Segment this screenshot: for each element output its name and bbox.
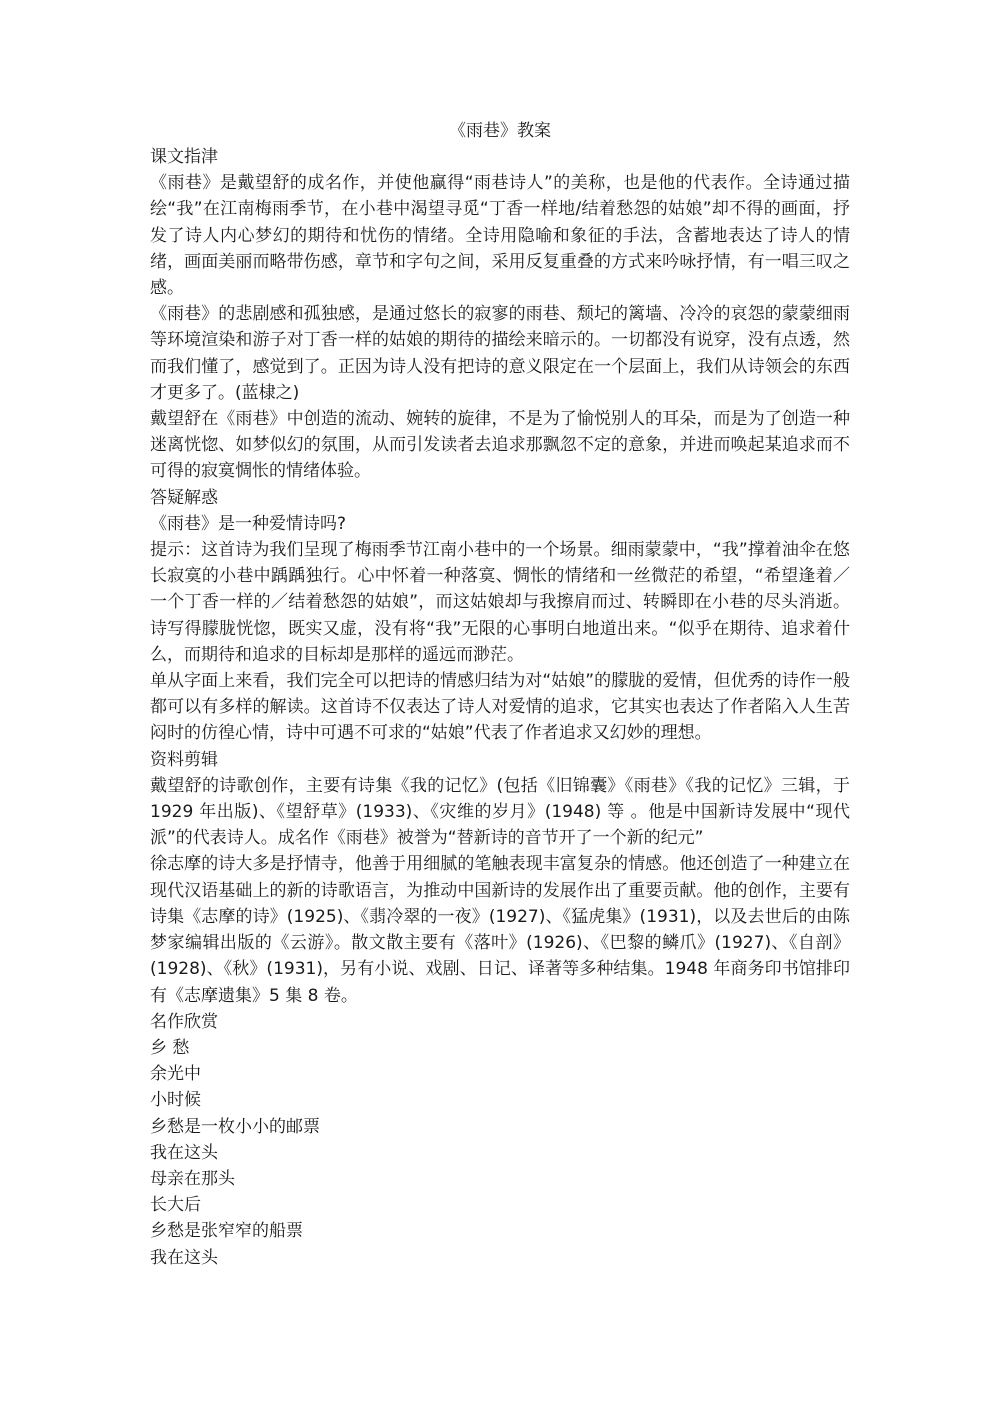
poem-line: 我在这头 — [150, 1247, 218, 1268]
poem-title: 乡 愁 — [150, 1037, 190, 1058]
document-page — [150, 118, 850, 1271]
document-title: 《雨巷》教案 — [449, 121, 551, 141]
question: 《雨巷》是一种爱情诗吗? — [150, 513, 347, 534]
section-heading-qa: 答疑解惑 — [150, 487, 218, 508]
section-heading-appreciation: 名作欣赏 — [150, 1011, 218, 1032]
paragraph: 戴望舒在《雨巷》中创造的流动、婉转的旋律，不是为了愉悦别人的耳朵，而是为了创造一种迷离恍惚、如梦似幻的氛围，从而引发读者去追求那飘忽不定的意象，并进而唤起某追求而不可得的寂寞惆怅的情绪体验。 — [150, 409, 850, 482]
paragraph: 单从字面上来看，我们完全可以把诗的情感归结为对“姑娘”的朦胧的爱情，但优秀的诗作一般都可以有多样的解读。这首诗不仅表达了诗人对爱情的追求，它其实也表达了作者陷入人生苦闷时的仿徨心情，诗中可遇不可求的“姑娘”代表了作者追求又幻妙的理想。 — [150, 671, 850, 744]
poem-line: 小时候 — [150, 1090, 201, 1111]
paragraph: 戴望舒的诗歌创作，主要有诗集《我的记忆》(包括《旧锦囊》《雨巷》《我的记忆》三辑，于 1929 年出版)、《望舒草》(1933)、《灾维的岁月》(1948) 等 。他是中国新诗发展中“现代派”的代表诗人。成名作《雨巷》被誉为“替新诗的音节开了一个新的纪元” — [150, 775, 850, 849]
section-heading-guide: 课文指津 — [150, 147, 218, 167]
poem-line: 乡愁是张窄窄的船票 — [150, 1221, 303, 1242]
section-heading-materials: 资料剪辑 — [150, 749, 218, 770]
poem-line: 长大后 — [150, 1195, 201, 1216]
paragraph: 《雨巷》是戴望舒的成名作，并使他赢得“雨巷诗人”的美称，也是他的代表作。全诗通过描绘“我”在江南梅雨季节，在小巷中渴望寻觅“丁香一样地/结着愁怨的姑娘”却不得的画面，抒发了诗人内心梦幻的期待和忧伤的情绪。全诗用隐喻和象征的手法，含蓄地表达了诗人的情绪，画面美丽而略带伤感，章节和字句之间，采用反复重叠的方式来吟咏抒情，有一唱三叹之感。 — [150, 173, 850, 299]
paragraph: 提示：这首诗为我们呈现了梅雨季节江南小巷中的一个场景。细雨蒙蒙中，“我”撑着油伞在悠长寂寞的小巷中踽踽独行。心中怀着一种落寞、惆怅的情绪和一丝微茫的希望，“希望逢着／一个丁香一样的／结着愁怨的姑娘”，而这姑娘却与我擦肩而过、转瞬即在小巷的尽头消逝。诗写得朦胧恍惚，既实又虚，没有将“我”无限的心事明白地道出来。“似乎在期待、追求着什么，而期待和追求的目标却是那样的遥远而渺茫。 — [150, 540, 850, 665]
paragraph: 《雨巷》的悲剧感和孤独感，是通过悠长的寂寥的雨巷、颓圮的篱墙、冷冷的哀怨的蒙蒙细雨等环境渲染和游子对丁香一样的姑娘的期待的描绘来暗示的。一切都没有说穿，没有点透，然而我们懂了，感觉到了。正因为诗人没有把诗的意义限定在一个层面上，我们从诗领会的东西才更多了。(蓝棣之) — [150, 304, 850, 403]
poem-line: 乡愁是一枚小小的邮票 — [150, 1116, 320, 1137]
poem-author: 余光中 — [150, 1064, 201, 1085]
poem-line: 母亲在那头 — [150, 1168, 235, 1189]
paragraph: 徐志摩的诗大多是抒情寺，他善于用细腻的笔触表现丰富复杂的情感。他还创造了一种建立在现代汉语基础上的新的诗歌语言，为推动中国新诗的发展作出了重要贡献。他的创作，主要有诗集《志摩的诗》(1925)、《翡冷翠的一夜》(1927)、《猛虎集》(1931)，以及去世后的由陈梦家编辑出版的《云游》。散文散主要有《落叶》(1926)、《巴黎的鳞爪》(1927)、《自剖》(1928)、《秋》(1931)，另有小说、戏剧、日记、译著等多种结集。1948 年商务印书馆排印有《志摩遗集》5 集 8 卷。 — [150, 854, 850, 1006]
poem-line: 我在这头 — [150, 1142, 218, 1163]
